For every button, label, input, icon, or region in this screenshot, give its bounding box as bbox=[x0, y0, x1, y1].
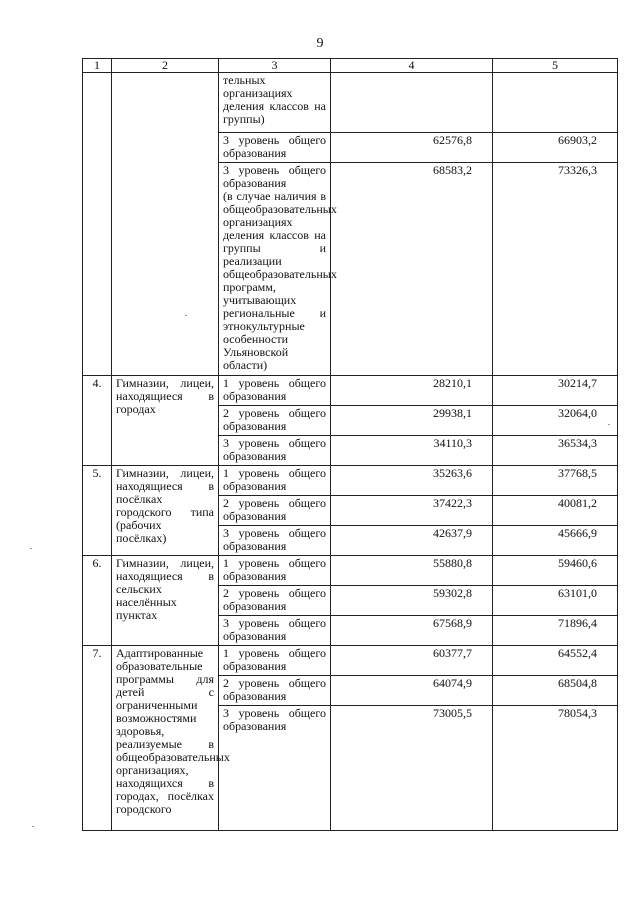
value-col4: 68583,2 bbox=[331, 163, 493, 376]
education-level: 3 уровень общего образования bbox=[219, 436, 331, 466]
value-col4: 34110,3 bbox=[331, 436, 493, 466]
education-level: 2 уровень общего образования bbox=[219, 496, 331, 526]
value-col4: 35263,6 bbox=[331, 466, 493, 496]
value-col5: 68504,8 bbox=[493, 676, 618, 706]
education-level: 3 уровень общего образования (в случае наличия в общеобразовательных организациях деления классов на группы и реализации общеобразовательных программ, учитывающих региональные и этнокультурные особенности Ульяновской области) bbox=[219, 163, 331, 376]
value-col4: 60377,7 bbox=[331, 646, 493, 676]
education-level: 3 уровень общего образования bbox=[219, 526, 331, 556]
value-col5: 78054,3 bbox=[493, 706, 618, 831]
value-col5: 64552,4 bbox=[493, 646, 618, 676]
header-cell: 4 bbox=[331, 59, 493, 73]
value-col4: 42637,9 bbox=[331, 526, 493, 556]
value-col5: 59460,6 bbox=[493, 556, 618, 586]
header-cell: 2 bbox=[112, 59, 219, 73]
institution-name: Гимназии, лицеи, находящиеся в сельских населённых пунктах bbox=[112, 556, 219, 646]
scan-speck bbox=[185, 315, 187, 316]
value-col5: 36534,3 bbox=[493, 436, 618, 466]
education-level: 1 уровень общего образования bbox=[219, 376, 331, 406]
row-number: 5. bbox=[83, 466, 112, 556]
table-row bbox=[83, 376, 618, 406]
institution-name: Адаптированные образовательные программы для детей с ограниченными возможностями здоровья, реализуемые в общеобразовательных организациях, находящихся в городах, посёлках городского bbox=[112, 646, 219, 831]
table-row bbox=[83, 646, 618, 676]
institution-name: Гимназии, лицеи, находящиеся в городах bbox=[112, 376, 219, 466]
header-cell: 3 bbox=[219, 59, 331, 73]
education-level: 1 уровень общего образования bbox=[219, 556, 331, 586]
row-number bbox=[83, 73, 112, 376]
row-number: 7. bbox=[83, 646, 112, 831]
education-level: 2 уровень общего образования bbox=[219, 676, 331, 706]
table-row bbox=[83, 73, 618, 133]
education-level: 1 уровень общего образования bbox=[219, 646, 331, 676]
value-col5: 37768,5 bbox=[493, 466, 618, 496]
value-col5: 66903,2 bbox=[493, 133, 618, 163]
header-cell: 1 bbox=[83, 59, 112, 73]
education-level: 1 уровень общего образования bbox=[219, 466, 331, 496]
value-col5: 32064,0 bbox=[493, 406, 618, 436]
row-number: 4. bbox=[83, 376, 112, 466]
scan-speck bbox=[32, 826, 34, 827]
education-level: 3 уровень общего образования bbox=[219, 133, 331, 163]
value-col4: 28210,1 bbox=[331, 376, 493, 406]
value-col5: 71896,4 bbox=[493, 616, 618, 646]
value-col5: 30214,7 bbox=[493, 376, 618, 406]
value-col4: 55880,8 bbox=[331, 556, 493, 586]
value-col4 bbox=[331, 73, 493, 133]
value-col4: 59302,8 bbox=[331, 586, 493, 616]
education-level: 3 уровень общего образования bbox=[219, 616, 331, 646]
education-level: 2 уровень общего образования bbox=[219, 406, 331, 436]
row-number: 6. bbox=[83, 556, 112, 646]
value-col4: 64074,9 bbox=[331, 676, 493, 706]
table-row bbox=[83, 556, 618, 586]
value-col4: 29938,1 bbox=[331, 406, 493, 436]
value-col5: 45666,9 bbox=[493, 526, 618, 556]
table-row bbox=[83, 466, 618, 496]
value-col4: 37422,3 bbox=[331, 496, 493, 526]
page-number: 9 bbox=[316, 36, 324, 51]
scan-speck bbox=[30, 548, 32, 549]
header-cell: 5 bbox=[493, 59, 618, 73]
value-col5: 63101,0 bbox=[493, 586, 618, 616]
education-level: 2 уровень общего образования bbox=[219, 586, 331, 616]
scan-speck bbox=[608, 424, 610, 425]
table-header-row bbox=[83, 59, 618, 73]
value-col5: 40081,2 bbox=[493, 496, 618, 526]
tariff-table bbox=[82, 58, 618, 831]
institution-name: Гимназии, лицеи, находящиеся в посёлках городского типа (рабочих посёлках) bbox=[112, 466, 219, 556]
value-col4: 73005,5 bbox=[331, 706, 493, 831]
institution-name bbox=[112, 73, 219, 376]
value-col5: 73326,3 bbox=[493, 163, 618, 376]
education-level: 3 уровень общего образования bbox=[219, 706, 331, 831]
education-level: тельных организациях деления классов на группы) bbox=[219, 73, 331, 133]
value-col4: 62576,8 bbox=[331, 133, 493, 163]
value-col5 bbox=[493, 73, 618, 133]
value-col4: 67568,9 bbox=[331, 616, 493, 646]
